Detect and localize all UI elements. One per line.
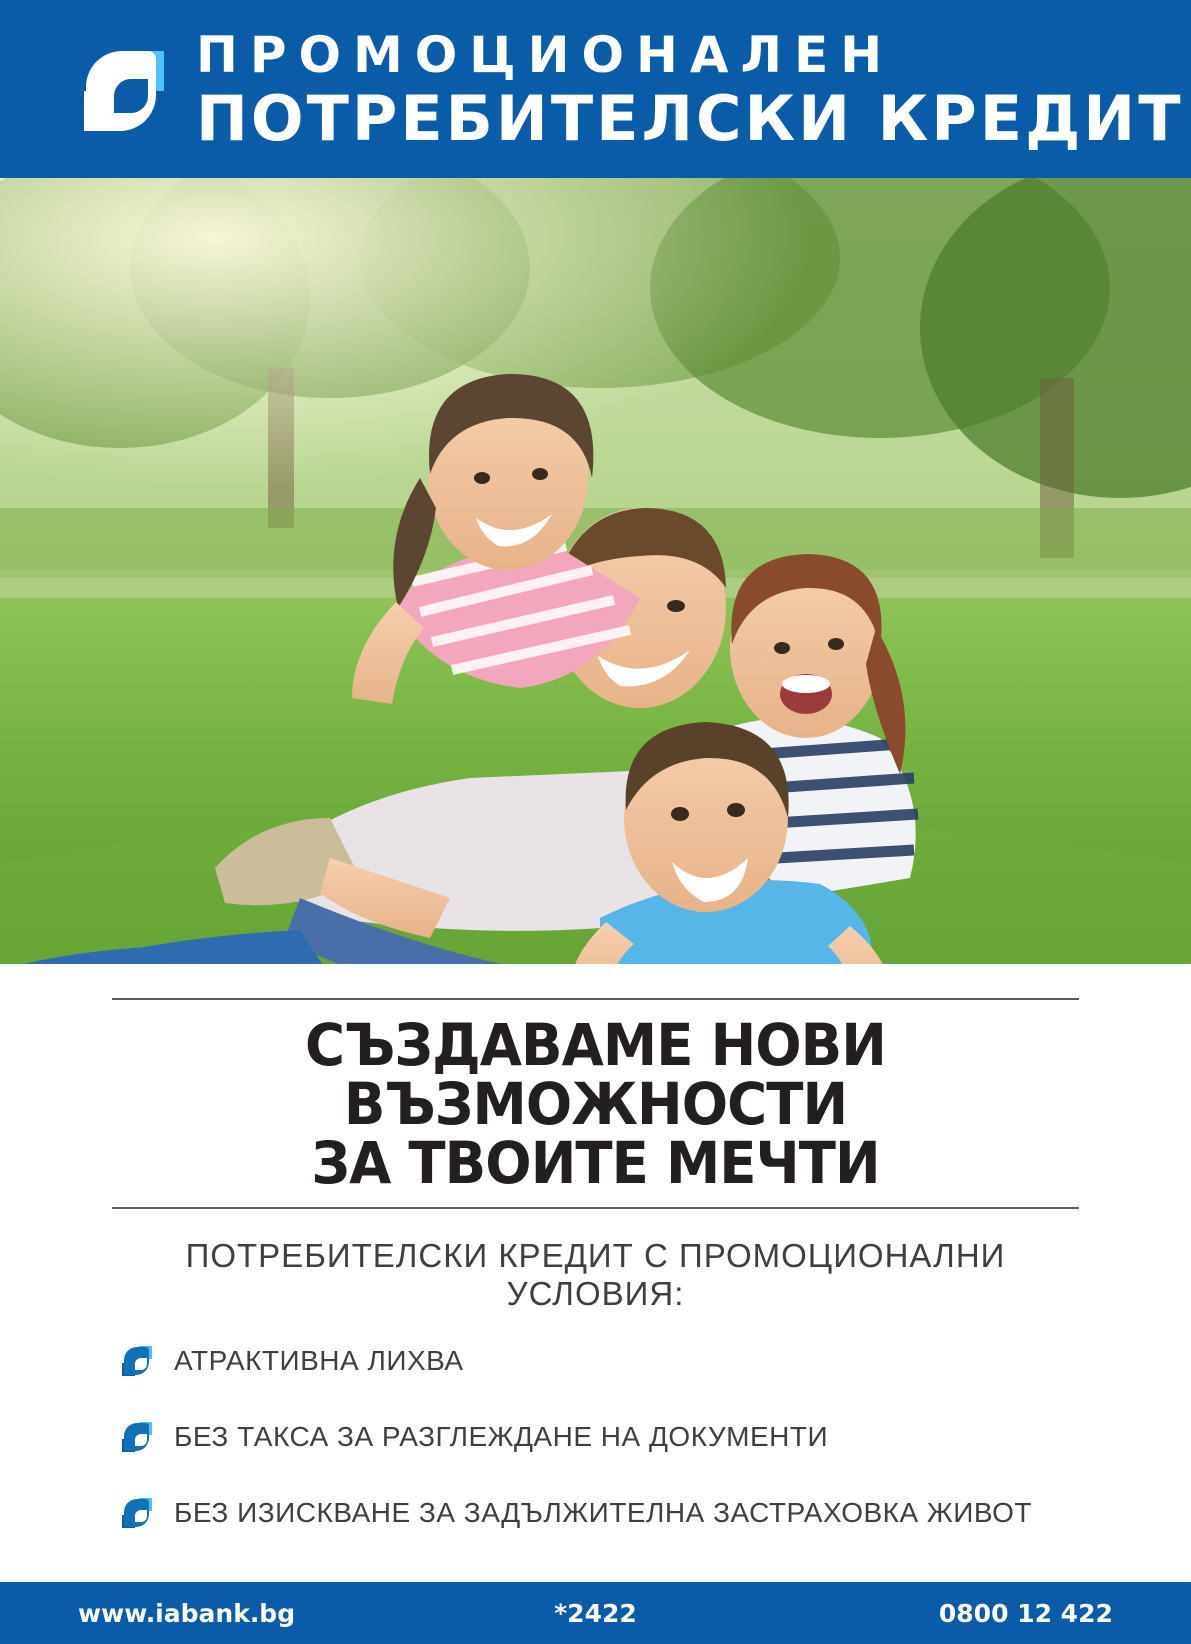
headline-line1: СЪЗДАВАМЕ НОВИ ВЪЗМОЖНОСТИ: [305, 1011, 886, 1139]
hero-illustration: [0, 178, 1191, 964]
bullet-logo-icon: [122, 1346, 152, 1376]
header-title-line2: ПОТРЕБИТЕЛСКИ КРЕДИТ: [196, 81, 1184, 155]
subheading: ПОТРЕБИТЕЛСКИ КРЕДИТ С ПРОМОЦИОНАЛНИ УСЛОВИЯ:: [185, 1237, 1006, 1313]
poster-body: [0, 964, 1191, 1644]
benefit-label: БЕЗ ТАКСА ЗА РАЗГЛЕЖДАНЕ НА ДОКУМЕНТИ: [174, 1421, 829, 1453]
headline-line2: ЗА ТВОИТЕ МЕЧТИ: [311, 1129, 880, 1198]
list-item: [112, 1497, 1079, 1529]
short-number[interactable]: *2422: [554, 1598, 637, 1628]
website-link[interactable]: www.iabank.bg: [78, 1598, 296, 1628]
benefit-label: БЕЗ ИЗИСКВАНЕ ЗА ЗАДЪЛЖИТЕЛНА ЗАСТРАХОВКА ЖИВОТ: [174, 1497, 1033, 1529]
header-title-block: [196, 26, 1184, 155]
benefits-list: [112, 1345, 1079, 1529]
list-item: [112, 1345, 1079, 1377]
list-item: [112, 1421, 1079, 1453]
bullet-logo-icon: [122, 1498, 152, 1528]
ia-bank-logo-icon: [78, 45, 170, 137]
phone-number[interactable]: 0800 12 422: [938, 1598, 1113, 1628]
poster-footer: [0, 1582, 1191, 1644]
hero-image: [0, 178, 1191, 964]
benefit-label: АТРАКТИВНА ЛИХВА: [174, 1345, 464, 1377]
poster-header: [0, 0, 1191, 178]
page-title: [141, 1000, 1050, 1207]
bullet-logo-icon: [122, 1422, 152, 1452]
header-title-line1: ПРОМОЦИОНАЛЕН: [196, 26, 895, 85]
